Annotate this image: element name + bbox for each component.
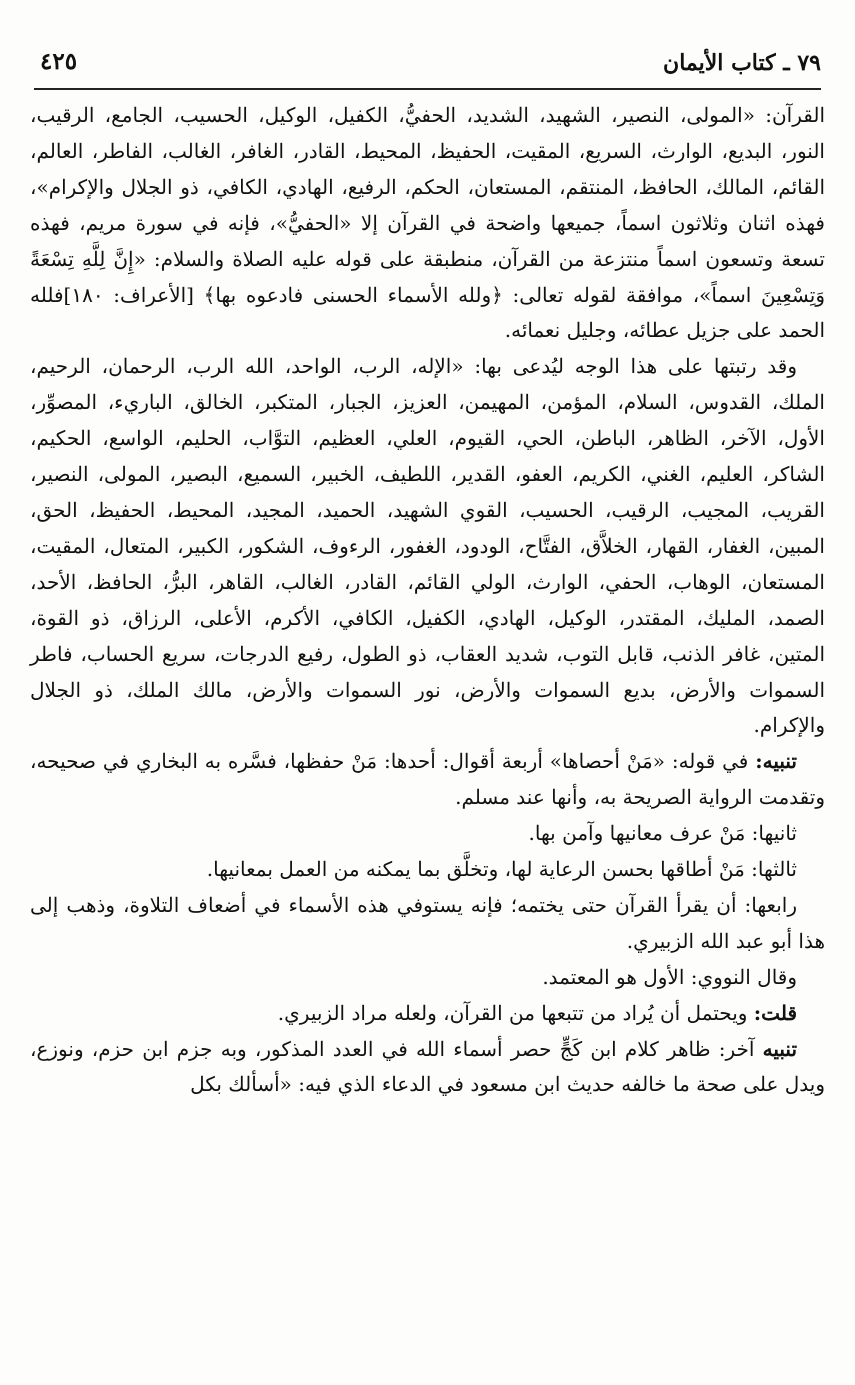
- paragraph-names-list: [30, 349, 825, 744]
- paragraph-text: ويحتمل أن يُراد من تتبعها من القرآن، ولعله مراد الزبيري.: [277, 1000, 748, 1025]
- page-number: ٤٢٥: [40, 48, 78, 75]
- paragraph-continuation: [30, 98, 825, 349]
- paragraph-text: ثانيها: مَنْ عرف معانيها وآمن بها.: [528, 821, 797, 846]
- paragraph-nawawi: [30, 960, 825, 996]
- running-title: ٧٩ ـ كتاب الأيمان: [663, 50, 821, 76]
- paragraph-text: القرآن: «المولى، النصير، الشهيد، الشديد، الحفيُّ، الكفيل، الوكيل، الحسيب، الجامع، الرقيب، النور، البديع، الوارث، السريع، المقيت، الحفيظ، المحيط، القادر، الغافر، الغالب، الفاطر، العالم، القائم، المالك، الحافظ، المنتقم، المستعان، الحكم، الرفيع، الهادي، الكافي، ذو الجلال والإكرام»، فهذه اثنان وثلاثون اسماً، جميعها واضحة في القرآن إلا «الحفيُّ»، فإنه في سورة مريم، فهذه تسعة وتسعون اسماً منتزعة من القرآن، منطبقة على قوله عليه الصلاة والسلام: «إِنَّ لِلَّهِ تِسْعَةً وَتِسْعِينَ اسماً»، موافقة لقوله تعالى: ﴿ولله الأسماء الحسنى فادعوه بها﴾ [الأعراف: ١٨٠]فلله الحمد على جزيل عطائه، وجليل نعمائه.: [30, 103, 825, 343]
- paragraph-text: ثالثها: مَنْ أطاقها بحسن الرعاية لها، وتخلَّق بما يمكنه من العمل بمعانيها.: [206, 857, 797, 882]
- paragraph-text: آخر: ظاهر كلام ابن كَجٍّ حصر أسماء الله في العدد المذكور، وبه جزم ابن حزم، ونوزع، ويدل على صحة ما خالفه حديث ابن مسعود في الدعاء الذي فيه: «أسألك بكل: [30, 1036, 825, 1097]
- body-text: [30, 98, 825, 1103]
- paragraph-qultu: [30, 996, 825, 1032]
- paragraph-label: تنبيه: [762, 1036, 798, 1061]
- paragraph-note-1: [30, 744, 825, 816]
- paragraph-third: [30, 852, 825, 888]
- paragraph-note-2: [30, 1032, 825, 1104]
- paragraph-fourth: [30, 888, 825, 960]
- paragraph-label: تنبيه:: [755, 749, 797, 774]
- paragraph-text: وقد رتبتها على هذا الوجه ليُدعى بها: «الإله، الرب، الواحد، الله الرب، الرحمان، الرحيم، الملك، القدوس، السلام، المؤمن، المهيمن، العزيز، الجبار، المتكبر، الخالق، الباريء، المصوِّر، الأول، الآخر، الظاهر، الباطن، الحي، القيوم، العلي، العظيم، التوَّاب، الحليم، الواسع، الحكيم، الشاكر، العليم، الغني، الكريم، العفو، القدير، اللطيف، الخبير، السميع، البصير، المولى، النصير، القريب، المجيب، الرقيب، الحسيب، القوي الشهيد، الحميد، المجيد، المحيط، الحفيظ، الحق، المبين، الغفار، القهار، الخلاَّق، الفتَّاح، الودود، الغفور، الرءوف، الشكور، الكبير، المتعال، المقيت، المستعان، الوهاب، الحفي، الوارث، الولي القائم، القادر، الغالب، القاهر، البرُّ، الحافظ، الأحد، الصمد، المليك، المقتدر، الوكيل، الهادي، الكفيل، الكافي، الأكرم، الأعلى، الرزاق، ذو القوة، المتين، غافر الذنب، قابل التوب، شديد العقاب، ذو الطول، رفيع الدرجات، سريع الحساب، فاطر السموات والأرض، بديع السموات والأرض، نور السموات والأرض، مالك الملك، ذو الجلال والإكرام.: [30, 354, 825, 738]
- page-header: [34, 44, 821, 86]
- paragraph-label: قلت:: [753, 1000, 797, 1025]
- header-rule: [34, 88, 821, 90]
- paragraph-text: رابعها: أن يقرأ القرآن حتى يختمه؛ فإنه يستوفي هذه الأسماء في أضعاف التلاوة، وذهب إلى هذا أبو عبد الله الزبيري.: [30, 892, 825, 953]
- paragraph-text: في قوله: «مَنْ أحصاها» أربعة أقوال: أحدها: مَنْ حفظها، فسَّره به البخاري في صحيحه، وتقدمت الرواية الصريحة به، وأنها عند مسلم.: [30, 749, 825, 810]
- paragraph-second: [30, 816, 825, 852]
- paragraph-text: وقال النووي: الأول هو المعتمد.: [542, 964, 797, 989]
